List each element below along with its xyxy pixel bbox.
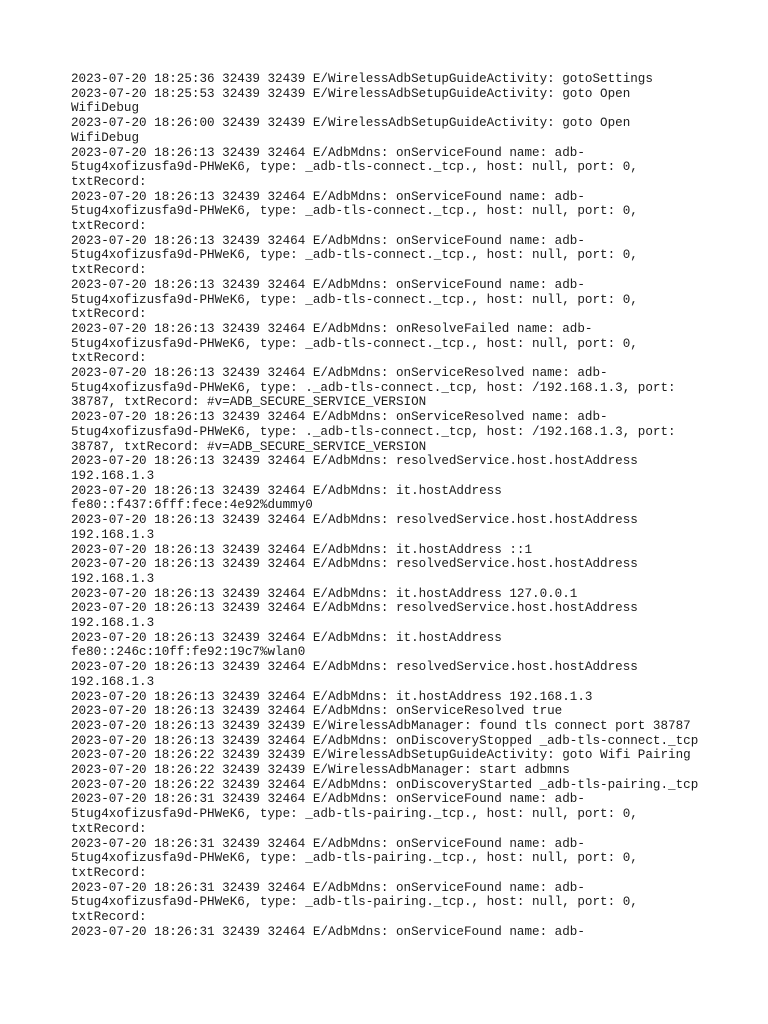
log-line: 2023-07-20 18:26:22 32439 32464 E/AdbMdns: onDiscoveryStarted _adb-tls-pairing._tcp [71, 777, 699, 792]
log-line: 5tug4xofizusfa9d-PHWeK6, type: _adb-tls-pairing._tcp., host: null, port: 0, [71, 807, 638, 822]
log-line: 2023-07-20 18:26:13 32439 32464 E/AdbMdns: onServiceFound name: adb- [71, 145, 585, 160]
log-line: txtRecord: [71, 910, 147, 925]
log-text-block [71, 72, 711, 939]
log-line: 2023-07-20 18:25:36 32439 32439 E/WirelessAdbSetupGuideActivity: gotoSettings [71, 72, 653, 86]
log-line: 2023-07-20 18:26:00 32439 32439 E/WirelessAdbSetupGuideActivity: goto Open [71, 116, 631, 131]
log-line: fe80::f437:6fff:fece:4e92%dummy0 [71, 498, 313, 513]
log-line: 2023-07-20 18:26:13 32439 32464 E/AdbMdns: onServiceResolved name: adb- [71, 410, 608, 425]
log-line: 192.168.1.3 [71, 674, 155, 689]
log-line: 2023-07-20 18:26:13 32439 32464 E/AdbMdns: it.hostAddress [71, 483, 502, 498]
log-line: 2023-07-20 18:26:31 32439 32464 E/AdbMdns: onServiceFound name: adb- [71, 880, 585, 895]
log-line: 192.168.1.3 [71, 571, 155, 586]
log-line: 2023-07-20 18:26:13 32439 32464 E/AdbMdns: resolvedService.host.hostAddress [71, 601, 638, 616]
log-line: 2023-07-20 18:26:13 32439 32464 E/AdbMdns: resolvedService.host.hostAddress [71, 660, 638, 675]
log-line: 5tug4xofizusfa9d-PHWeK6, type: _adb-tls-connect._tcp., host: null, port: 0, [71, 248, 638, 263]
log-line: txtRecord: [71, 821, 147, 836]
log-line: 5tug4xofizusfa9d-PHWeK6, type: _adb-tls-connect._tcp., host: null, port: 0, [71, 204, 638, 219]
log-line: 2023-07-20 18:26:22 32439 32439 E/WirelessAdbManager: start adbmns [71, 763, 570, 778]
log-line: 2023-07-20 18:26:13 32439 32464 E/AdbMdns: onServiceResolved true [71, 704, 563, 719]
log-line: 2023-07-20 18:26:13 32439 32464 E/AdbMdns: onResolveFailed name: adb- [71, 321, 593, 336]
log-line: 192.168.1.3 [71, 468, 155, 483]
log-line: 2023-07-20 18:26:13 32439 32464 E/AdbMdns: onServiceFound name: adb- [71, 189, 585, 204]
log-line: 2023-07-20 18:26:13 32439 32464 E/AdbMdns: it.hostAddress 192.168.1.3 [71, 689, 593, 704]
log-line: 2023-07-20 18:26:13 32439 32464 E/AdbMdns: onDiscoveryStopped _adb-tls-connect._tcp [71, 733, 699, 748]
log-line: 5tug4xofizusfa9d-PHWeK6, type: _adb-tls-pairing._tcp., host: null, port: 0, [71, 851, 638, 866]
log-line: 5tug4xofizusfa9d-PHWeK6, type: _adb-tls-connect._tcp., host: null, port: 0, [71, 292, 638, 307]
log-line: 5tug4xofizusfa9d-PHWeK6, type: _adb-tls-connect._tcp., host: null, port: 0, [71, 160, 638, 175]
log-line: 2023-07-20 18:26:31 32439 32464 E/AdbMdns: onServiceFound name: adb- [71, 924, 585, 939]
log-line: 2023-07-20 18:26:13 32439 32464 E/AdbMdns: it.hostAddress [71, 630, 502, 645]
log-line: txtRecord: [71, 865, 147, 880]
log-line: WifiDebug [71, 101, 140, 116]
log-line: 2023-07-20 18:26:13 32439 32439 E/WirelessAdbManager: found tls connect port 38787 [71, 718, 691, 733]
log-line: 38787, txtRecord: #v=ADB_SECURE_SERVICE_VERSION [71, 439, 427, 454]
log-line: txtRecord: [71, 351, 147, 366]
log-line: fe80::246c:10ff:fe92:19c7%wlan0 [71, 645, 306, 660]
log-line: 2023-07-20 18:26:13 32439 32464 E/AdbMdns: resolvedService.host.hostAddress [71, 513, 638, 528]
log-line: 2023-07-20 18:26:13 32439 32464 E/AdbMdns: onServiceFound name: adb- [71, 277, 585, 292]
log-line: txtRecord: [71, 174, 147, 189]
log-line: 5tug4xofizusfa9d-PHWeK6, type: ._adb-tls-connect._tcp, host: /192.168.1.3, port: [71, 424, 676, 439]
log-line: 2023-07-20 18:26:13 32439 32464 E/AdbMdns: it.hostAddress ::1 [71, 542, 533, 557]
log-line: 2023-07-20 18:26:13 32439 32464 E/AdbMdns: onServiceFound name: adb- [71, 233, 585, 248]
log-line: 2023-07-20 18:26:31 32439 32464 E/AdbMdns: onServiceFound name: adb- [71, 792, 585, 807]
log-line: 2023-07-20 18:26:13 32439 32464 E/AdbMdns: it.hostAddress 127.0.0.1 [71, 586, 578, 601]
log-line: 192.168.1.3 [71, 527, 155, 542]
log-line: 2023-07-20 18:25:53 32439 32439 E/WirelessAdbSetupGuideActivity: goto Open [71, 86, 631, 101]
log-line: WifiDebug [71, 130, 140, 145]
log-line: txtRecord: [71, 307, 147, 322]
log-line: 2023-07-20 18:26:13 32439 32464 E/AdbMdns: resolvedService.host.hostAddress [71, 557, 638, 572]
log-line: 5tug4xofizusfa9d-PHWeK6, type: ._adb-tls-connect._tcp, host: /192.168.1.3, port: [71, 380, 676, 395]
log-line: txtRecord: [71, 263, 147, 278]
log-line: 2023-07-20 18:26:22 32439 32439 E/WirelessAdbSetupGuideActivity: goto Wifi Pairing [71, 748, 691, 763]
log-line: 2023-07-20 18:26:13 32439 32464 E/AdbMdns: resolvedService.host.hostAddress [71, 454, 638, 469]
log-line: txtRecord: [71, 219, 147, 234]
log-line: 5tug4xofizusfa9d-PHWeK6, type: _adb-tls-pairing._tcp., host: null, port: 0, [71, 895, 638, 910]
log-line: 2023-07-20 18:26:13 32439 32464 E/AdbMdns: onServiceResolved name: adb- [71, 366, 608, 381]
log-line: 192.168.1.3 [71, 616, 155, 631]
log-line: 5tug4xofizusfa9d-PHWeK6, type: _adb-tls-connect._tcp., host: null, port: 0, [71, 336, 638, 351]
log-line: 38787, txtRecord: #v=ADB_SECURE_SERVICE_VERSION [71, 395, 427, 410]
log-line: 2023-07-20 18:26:31 32439 32464 E/AdbMdns: onServiceFound name: adb- [71, 836, 585, 851]
